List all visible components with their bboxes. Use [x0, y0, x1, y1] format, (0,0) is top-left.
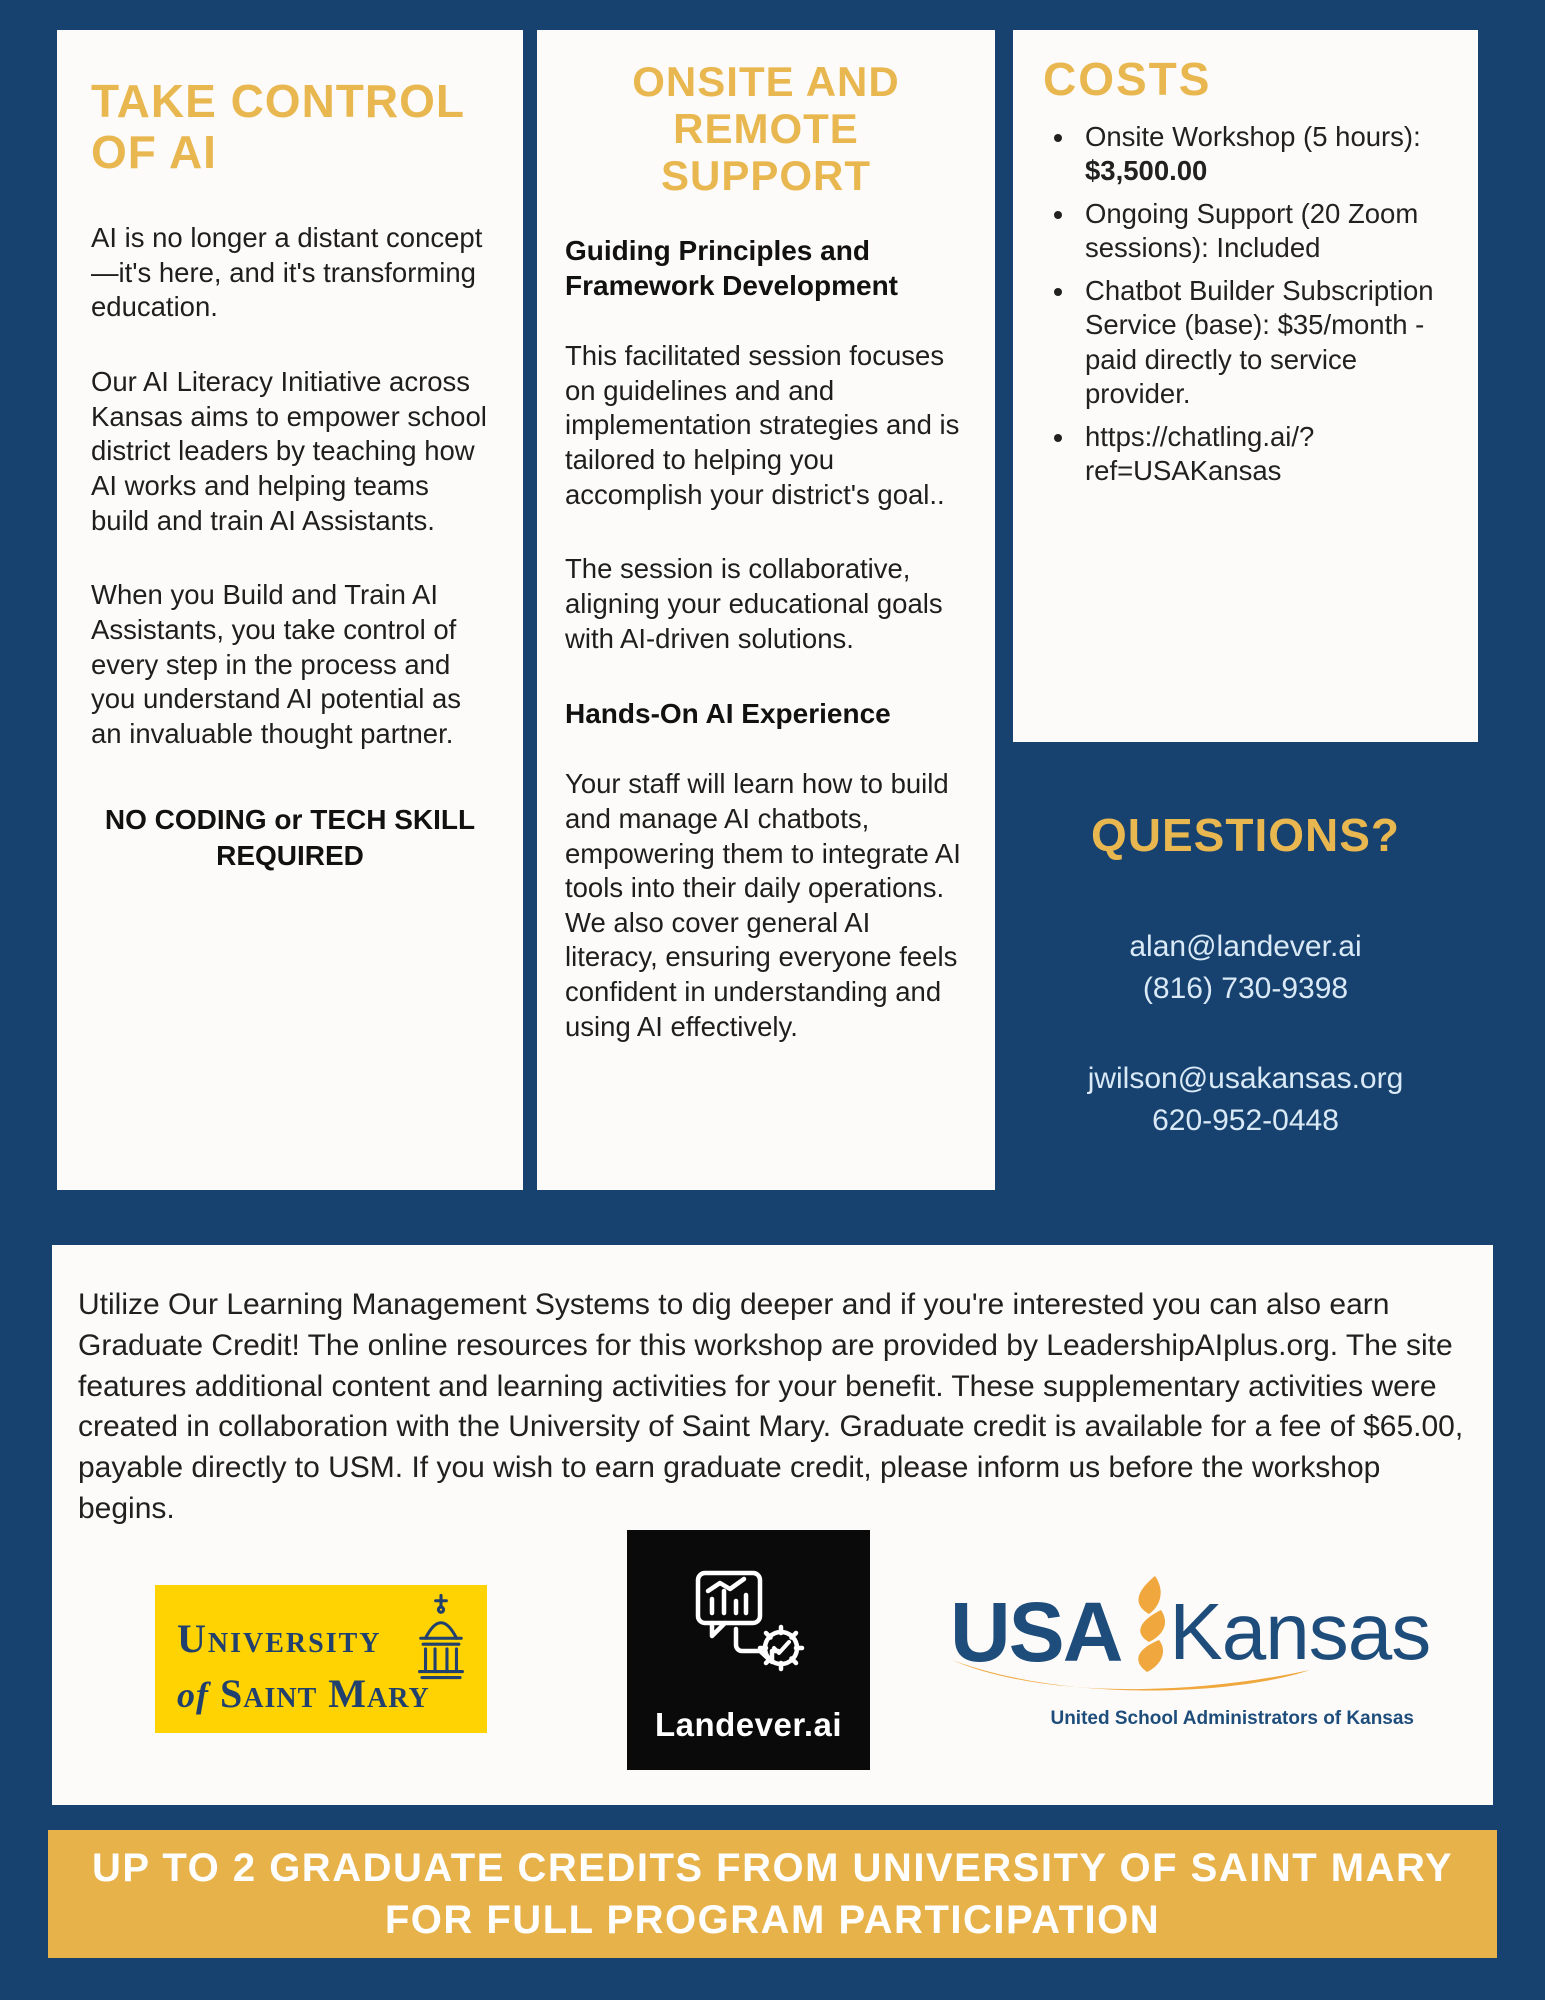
- hands-on-ai-para: Your staff will learn how to build and manage AI chatbots, empowering them to integrate AI tools into their daily operations. We also cover general AI literacy, ensuring everyone feels confident in understanding and using AI effectively.: [565, 768, 961, 1042]
- cost-item-chatling-url: [1077, 420, 1454, 488]
- costs-card: [1013, 30, 1478, 742]
- take-control-title: TAKE CONTROL OF AI: [91, 75, 465, 178]
- onsite-remote-support-card: [537, 30, 995, 1190]
- usm-logo-line1: University: [177, 1616, 382, 1661]
- contact-group-landever: [1013, 926, 1478, 1010]
- usm-logo-of: of: [177, 1675, 209, 1715]
- cost-item-text: Ongoing Support (20 Zoom sessions): Included: [1085, 198, 1419, 264]
- usm-logo-line2: [177, 1670, 430, 1717]
- landever-logo-label: Landever.ai: [654, 1706, 843, 1743]
- hands-on-ai-subhead: Hands-On AI Experience: [565, 698, 891, 730]
- cost-item-chatbot-subscription: [1077, 274, 1454, 410]
- usm-logo-saint-mary: Saint Mary: [220, 1671, 430, 1716]
- banner-line2: FOR FULL PROGRAM PARTICIPATION: [384, 1898, 1161, 1942]
- guiding-principles-para2: The session is collaborative, aligning your educational goals with AI-driven solutions.: [565, 553, 943, 654]
- usa-kansas-tagline: United School Administrators of Kansas: [1050, 1708, 1414, 1729]
- guiding-principles-para1: This facilitated session focuses on guidelines and and implementation strategies and is tailored to helping you accomplish your district's goal..: [565, 340, 960, 510]
- contact-email-alan: alan@landever.ai: [1129, 930, 1362, 963]
- chatling-url-text: https://chatling.ai/?ref=USAKansas: [1085, 420, 1315, 486]
- landever-ai-logo: [627, 1530, 870, 1770]
- university-of-saint-mary-logo: [155, 1585, 487, 1733]
- usa-kansas-logo: [950, 1585, 1431, 1730]
- take-control-card: [57, 30, 523, 1190]
- contact-phone-jwilson: 620-952-0448: [1152, 1104, 1339, 1137]
- costs-list: [1043, 120, 1454, 488]
- contact-email-jwilson: jwilson@usakansas.org: [1087, 1062, 1404, 1095]
- cost-item-price: $3,500.00: [1085, 155, 1208, 187]
- take-control-para1: AI is no longer a distant concept—it's here, and it's transforming education.: [91, 222, 483, 323]
- questions-title: QUESTIONS?: [1090, 809, 1401, 861]
- bell-tower-dome-icon: [405, 1593, 477, 1693]
- guiding-principles-subhead: Guiding Principles and Framework Development: [565, 235, 898, 302]
- questions-section: [1013, 808, 1478, 1190]
- cost-item-onsite-workshop: [1077, 120, 1454, 188]
- cost-item-text: Chatbot Builder Subscription Service (base): $35/month - paid directly to service provider.: [1085, 275, 1434, 409]
- contact-group-usakansas: [1013, 1058, 1478, 1142]
- no-coding-required-note: NO CODING or TECH SKILL REQUIRED: [104, 803, 476, 871]
- lms-paragraph: Utilize Our Learning Management Systems to dig deeper and if you're interested you can also earn Graduate Credit! The online resources for this workshop are provided by LeadershipAIplus.org. The site features additional content and learning activities for your benefit. These supplementary activities were created in collaboration with the University of Saint Mary. Graduate credit is available for a fee of $65.00, payable directly to USM. If you wish to earn graduate credit, please inform us before the workshop begins.: [78, 1288, 1464, 1525]
- graduate-credits-banner: [48, 1830, 1497, 1958]
- take-control-para3: When you Build and Train AI Assistants, you take control of every step in the process and you understand AI potential as an invaluable thought partner.: [91, 579, 461, 749]
- contact-phone-alan: (816) 730-9398: [1142, 972, 1349, 1005]
- costs-title: COSTS: [1043, 53, 1212, 105]
- usa-kansas-wordmark: [950, 1585, 1431, 1684]
- chat-chart-gear-icon: [688, 1565, 808, 1690]
- cost-item-text: Onsite Workshop (5 hours):: [1085, 121, 1421, 152]
- lms-graduate-credit-section: [52, 1245, 1493, 1805]
- kansas-text: Kansas: [1169, 1587, 1431, 1676]
- usa-text: USA: [950, 1585, 1122, 1679]
- onsite-remote-support-title: ONSITE AND REMOTE SUPPORT: [632, 58, 900, 200]
- take-control-para2: Our AI Literacy Initiative across Kansas aims to empower school district leaders by teaching how AI works and helping teams build and train AI Assistants.: [91, 366, 487, 536]
- banner-line1: UP TO 2 GRADUATE CREDITS FROM UNIVERSITY OF SAINT MARY: [91, 1846, 1454, 1890]
- cost-item-ongoing-support: [1077, 197, 1454, 265]
